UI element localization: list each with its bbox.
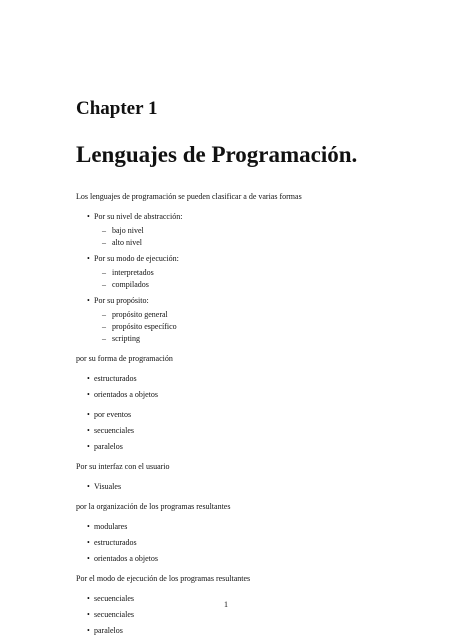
sub-list-item-label: bajo nivel <box>112 226 144 235</box>
list-item-label: Por su propósito: <box>94 296 149 305</box>
sub-list-item-label: propósito general <box>112 310 168 319</box>
organizacion-list <box>76 522 396 564</box>
chapter-title: Lenguajes de Programación. <box>76 142 358 167</box>
list-item-label: paralelos <box>94 442 123 451</box>
sub-list <box>94 310 396 344</box>
page-number: 1 <box>224 600 228 609</box>
list-item <box>76 626 396 636</box>
bullet-icon: • <box>87 254 90 263</box>
sub-list-item-label: propósito específico <box>112 322 177 331</box>
sub-list <box>94 268 396 290</box>
forma-list-2 <box>76 410 396 452</box>
dash-icon: – <box>102 322 106 331</box>
bullet-icon: • <box>87 442 90 451</box>
bullet-icon: • <box>87 482 90 491</box>
bullet-icon: • <box>87 594 90 603</box>
sub-list-item <box>94 226 396 236</box>
list-item-label: Visuales <box>94 482 122 491</box>
interfaz-list <box>76 482 396 492</box>
sub-list-item <box>94 268 396 278</box>
list-item <box>76 442 396 452</box>
bullet-icon: • <box>87 538 90 547</box>
list-item <box>76 610 396 620</box>
list-item-label: modulares <box>94 522 128 531</box>
list-item-label: estructurados <box>94 538 137 547</box>
sub-list-item <box>94 322 396 332</box>
bullet-icon: • <box>87 296 90 305</box>
dash-icon: – <box>102 238 106 247</box>
section-heading: por su forma de programación <box>76 354 173 363</box>
section-heading: Por su interfaz con el usuario <box>76 462 170 471</box>
list-item <box>76 212 396 248</box>
sub-list-item-label: interpretados <box>112 268 154 277</box>
forma-list <box>76 374 396 400</box>
dash-icon: – <box>102 268 106 277</box>
list-item-label: Por su nivel de abstracción: <box>94 212 183 221</box>
list-item <box>76 426 396 436</box>
bullet-icon: • <box>87 410 90 419</box>
list-item <box>76 410 396 420</box>
bullet-icon: • <box>87 374 90 383</box>
list-item-label: Por su modo de ejecución: <box>94 254 179 263</box>
sub-list-item-label: scripting <box>112 334 140 343</box>
list-item-label: paralelos <box>94 626 123 635</box>
list-item <box>76 254 396 290</box>
list-item-label: secuenciales <box>94 594 134 603</box>
sub-list-item-label: alto nivel <box>112 238 142 247</box>
dash-icon: – <box>102 280 106 289</box>
list-item <box>76 482 396 492</box>
list-item-label: estructurados <box>94 374 137 383</box>
intro-paragraph: Los lenguajes de programación se pueden clasificar a de varias formas <box>76 192 302 201</box>
list-item-label: secuenciales <box>94 426 134 435</box>
list-item-label: orientados a objetos <box>94 554 158 563</box>
list-item <box>76 538 396 548</box>
list-item <box>76 296 396 344</box>
list-item <box>76 374 396 384</box>
list-item-label: secuenciales <box>94 610 134 619</box>
bullet-icon: • <box>87 554 90 563</box>
sub-list-item <box>94 310 396 320</box>
bullet-icon: • <box>87 626 90 635</box>
list-item <box>76 390 396 400</box>
dash-icon: – <box>102 310 106 319</box>
chapter-label: Chapter 1 <box>76 98 158 119</box>
bullet-icon: • <box>87 390 90 399</box>
dash-icon: – <box>102 226 106 235</box>
section-heading: Por el modo de ejecución de los programas resultantes <box>76 574 251 583</box>
bullet-icon: • <box>87 610 90 619</box>
list-item-label: por eventos <box>94 410 132 419</box>
sub-list-item <box>94 334 396 344</box>
section-heading: por la organización de los programas resultantes <box>76 502 231 511</box>
sub-list-item-label: compilados <box>112 280 149 289</box>
list-item <box>76 522 396 532</box>
sub-list <box>94 226 396 248</box>
list-item <box>76 554 396 564</box>
sub-list-item <box>94 280 396 290</box>
body-text <box>76 192 396 636</box>
bullet-icon: • <box>87 426 90 435</box>
sub-list-item <box>94 238 396 248</box>
list-item-label: orientados a objetos <box>94 390 158 399</box>
classification-list <box>76 212 396 344</box>
bullet-icon: • <box>87 212 90 221</box>
bullet-icon: • <box>87 522 90 531</box>
dash-icon: – <box>102 334 106 343</box>
